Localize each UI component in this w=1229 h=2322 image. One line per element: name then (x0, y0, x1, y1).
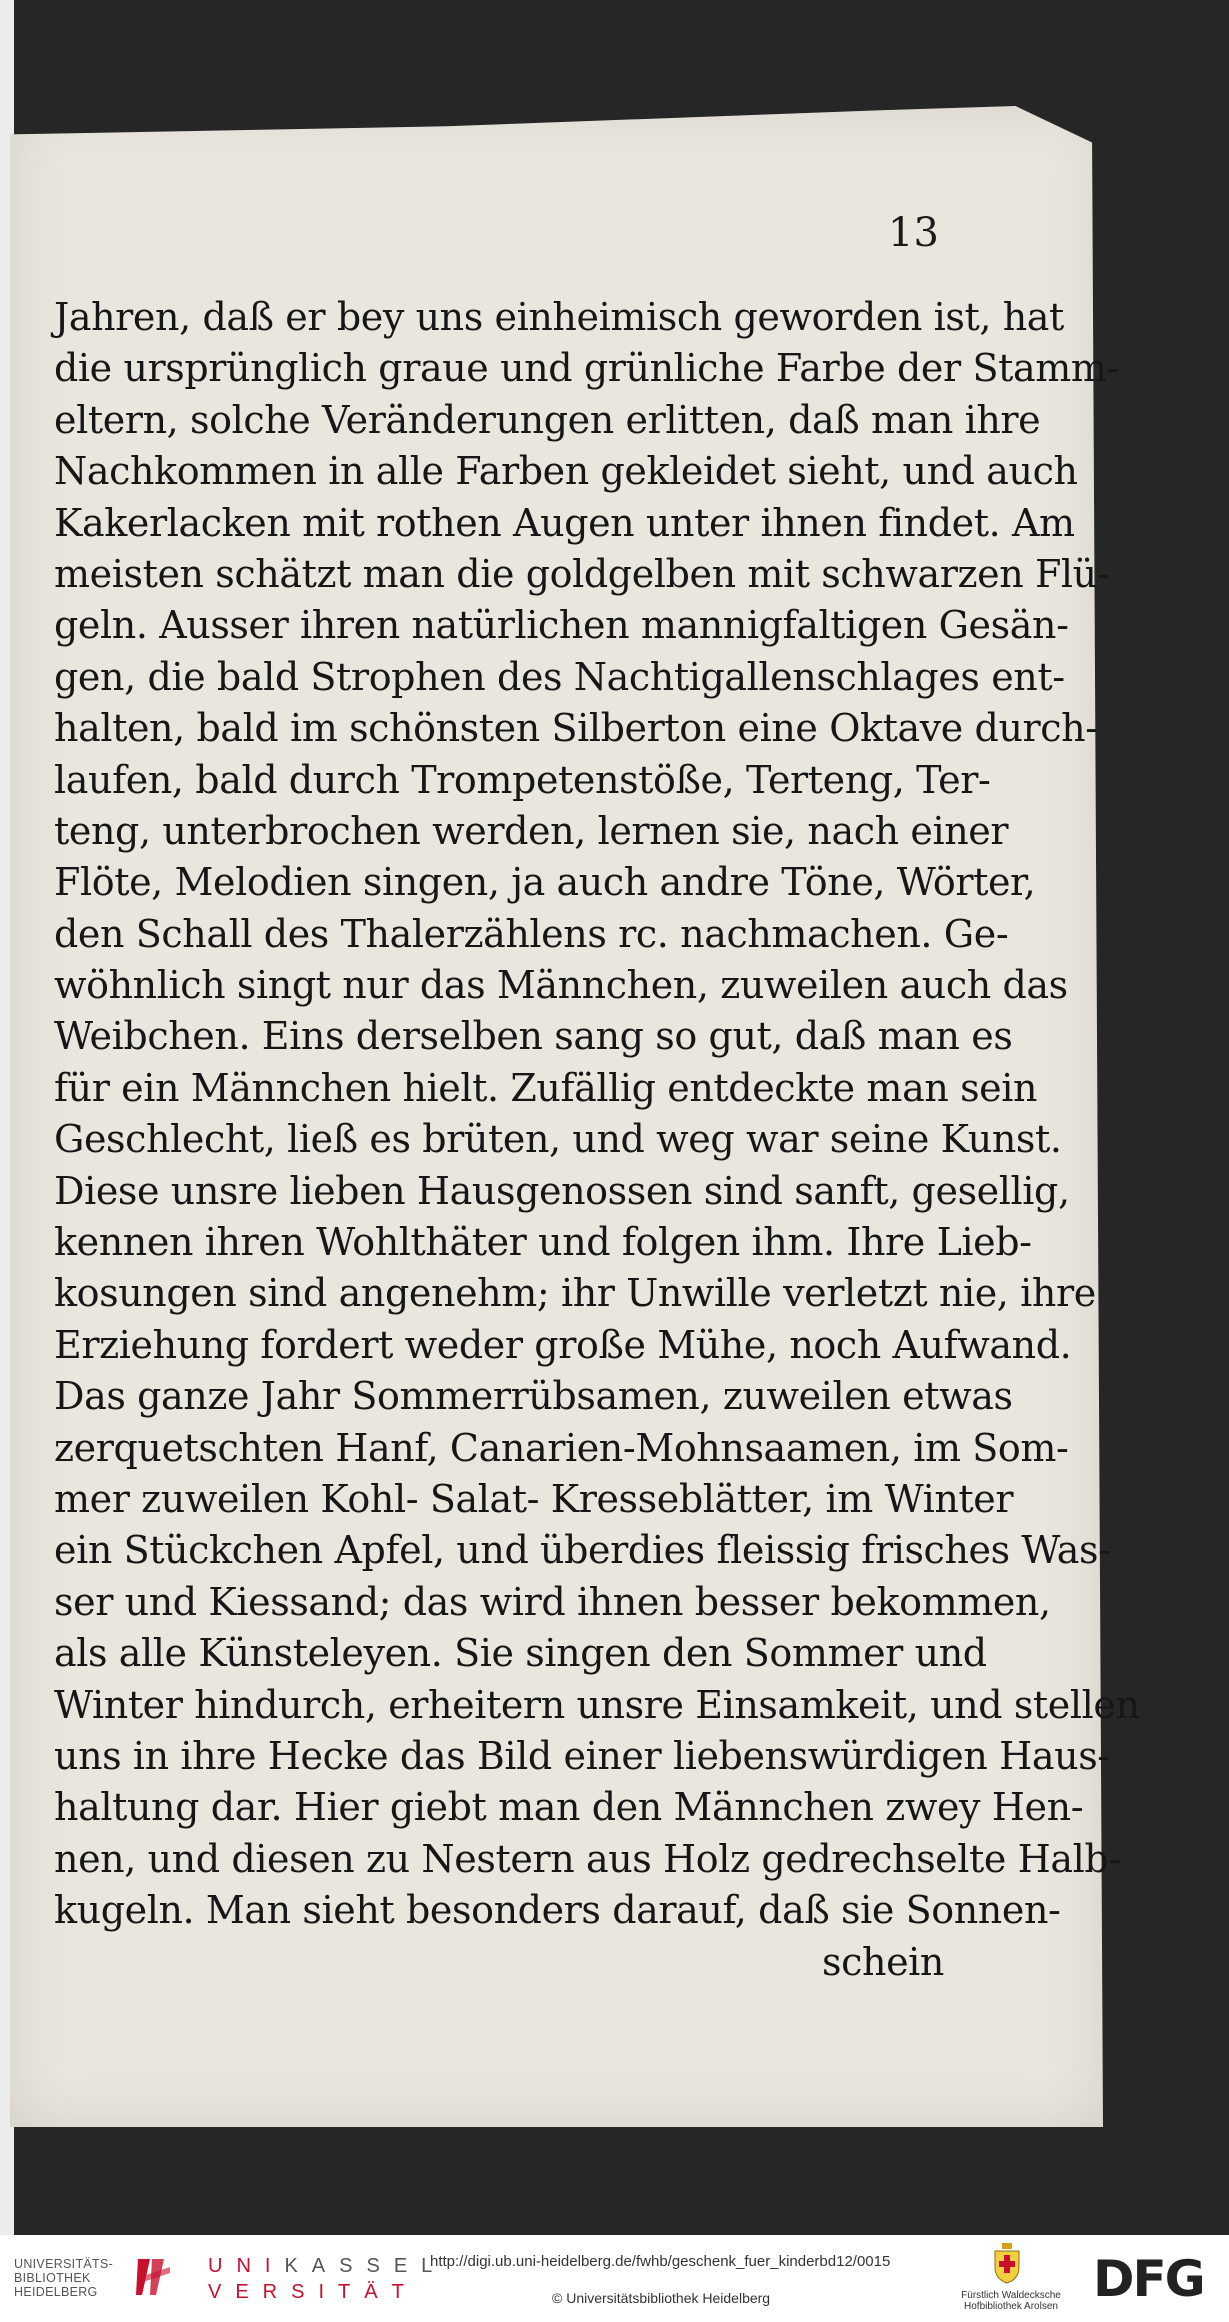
viewer-footer (0, 2235, 1229, 2322)
text-line: wöhnlich singt nur das Männchen, zuweilen auch das (54, 963, 1068, 1008)
text-line: die ursprünglich graue und grünliche Farbe der Stamm- (54, 346, 1119, 391)
dfg-logo[interactable]: DFG (1093, 2250, 1204, 2308)
text-line: Jahren, daß er bey uns einheimisch geworden ist, hat (54, 295, 1064, 339)
text-line: laufen, bald durch Trompetenstöße, Terteng, Ter- (54, 757, 991, 802)
text-line: halten, bald im schönsten Silberton eine Oktave durch- (54, 706, 1098, 751)
text-line: für ein Männchen hielt. Zufällig entdeckte man sein (54, 1065, 1038, 1110)
heidelberg-library-logo[interactable]: UNIVERSITÄTS- BIBLIOTHEK HEIDELBERG (14, 2257, 114, 2299)
text-line: uns in ihre Hecke das Bild einer liebenswürdigen Haus- (54, 1733, 1110, 1778)
waldeck-library-logo[interactable]: Fürstlich Waldecksche Hofbibliothek Arolsen (961, 2290, 1061, 2312)
text-line: Weibchen. Eins derselben sang so gut, daß man es (54, 1014, 1013, 1059)
page-text (54, 292, 1140, 1988)
text-line: Kakerlacken mit rothen Augen unter ihnen findet. Am (54, 500, 1075, 545)
text-line: meisten schätzt man die goldgelben mit schwarzen Flü- (54, 551, 1110, 596)
text-line: teng, unterbrochen werden, lernen sie, nach einer (54, 808, 1009, 853)
copyright-text: © Universitätsbibliothek Heidelberg (552, 2290, 771, 2306)
text-line: mer zuweilen Kohl- Salat- Kresseblätter, im Winter (54, 1476, 1014, 1521)
text-line: ein Stückchen Apfel, und überdies fleissig frisches Was- (54, 1528, 1111, 1573)
waldeck-crest-icon (993, 2243, 1021, 2283)
text-line: Das ganze Jahr Sommerrübsamen, zuweilen etwas (54, 1374, 1013, 1419)
text-line: zerquetschten Hanf, Canarien-Mohnsaamen, im Som- (54, 1425, 1069, 1470)
text-line: Erziehung fordert weder große Mühe, noch Aufwand. (54, 1322, 1072, 1367)
text-line: haltung dar. Hier giebt man den Männchen zwey Hen- (54, 1785, 1084, 1830)
text-line: nen, und diesen zu Nestern aus Holz gedrechselte Halb- (54, 1836, 1121, 1881)
text-line: Geschlecht, ließ es brüten, und weg war seine Kunst. (54, 1117, 1062, 1162)
text-line: den Schall des Thalerzählens rc. nachmachen. Ge- (54, 911, 1009, 956)
text-line: kennen ihren Wohlthäter und folgen ihm. Ihre Lieb- (54, 1220, 1032, 1265)
text-line: kugeln. Man sieht besonders darauf, daß sie Sonnen- (54, 1888, 1061, 1933)
kassel-university-logo[interactable]: UNIKASSEL VERSITÄT (208, 2255, 447, 2303)
text-line: Flöte, Melodien singen, ja auch andre Töne, Wörter, (54, 860, 1036, 905)
heidelberg-logo-icon (134, 2253, 174, 2301)
text-line: ser und Kiessand; das wird ihnen besser bekommen, (54, 1579, 1051, 1624)
text-line: Diese unsre lieben Hausgenossen sind sanft, gesellig, (54, 1168, 1070, 1213)
text-line: geln. Ausser ihren natürlichen mannigfaltigen Gesän- (54, 603, 1069, 648)
text-line: eltern, solche Veränderungen erlitten, daß man ihre (54, 397, 1041, 442)
text-line: gen, die bald Strophen des Nachtigallenschlages ent- (54, 654, 1065, 699)
text-line: Winter hindurch, erheitern unsre Einsamkeit, und stellen (54, 1682, 1140, 1727)
text-line: kosungen sind angenehm; ihr Unwille verletzt nie, ihre (54, 1271, 1096, 1316)
document-url-link[interactable]: http://digi.ub.uni-heidelberg.de/fwhb/geschenk_fuer_kinderbd12/0015 (430, 2253, 891, 2270)
text-line: Nachkommen in alle Farben gekleidet sieht, und auch (54, 449, 1078, 494)
page-number: 13 (888, 210, 939, 256)
text-line: als alle Künsteleyen. Sie singen den Sommer und (54, 1631, 987, 1676)
catchword: schein (822, 1939, 944, 1984)
